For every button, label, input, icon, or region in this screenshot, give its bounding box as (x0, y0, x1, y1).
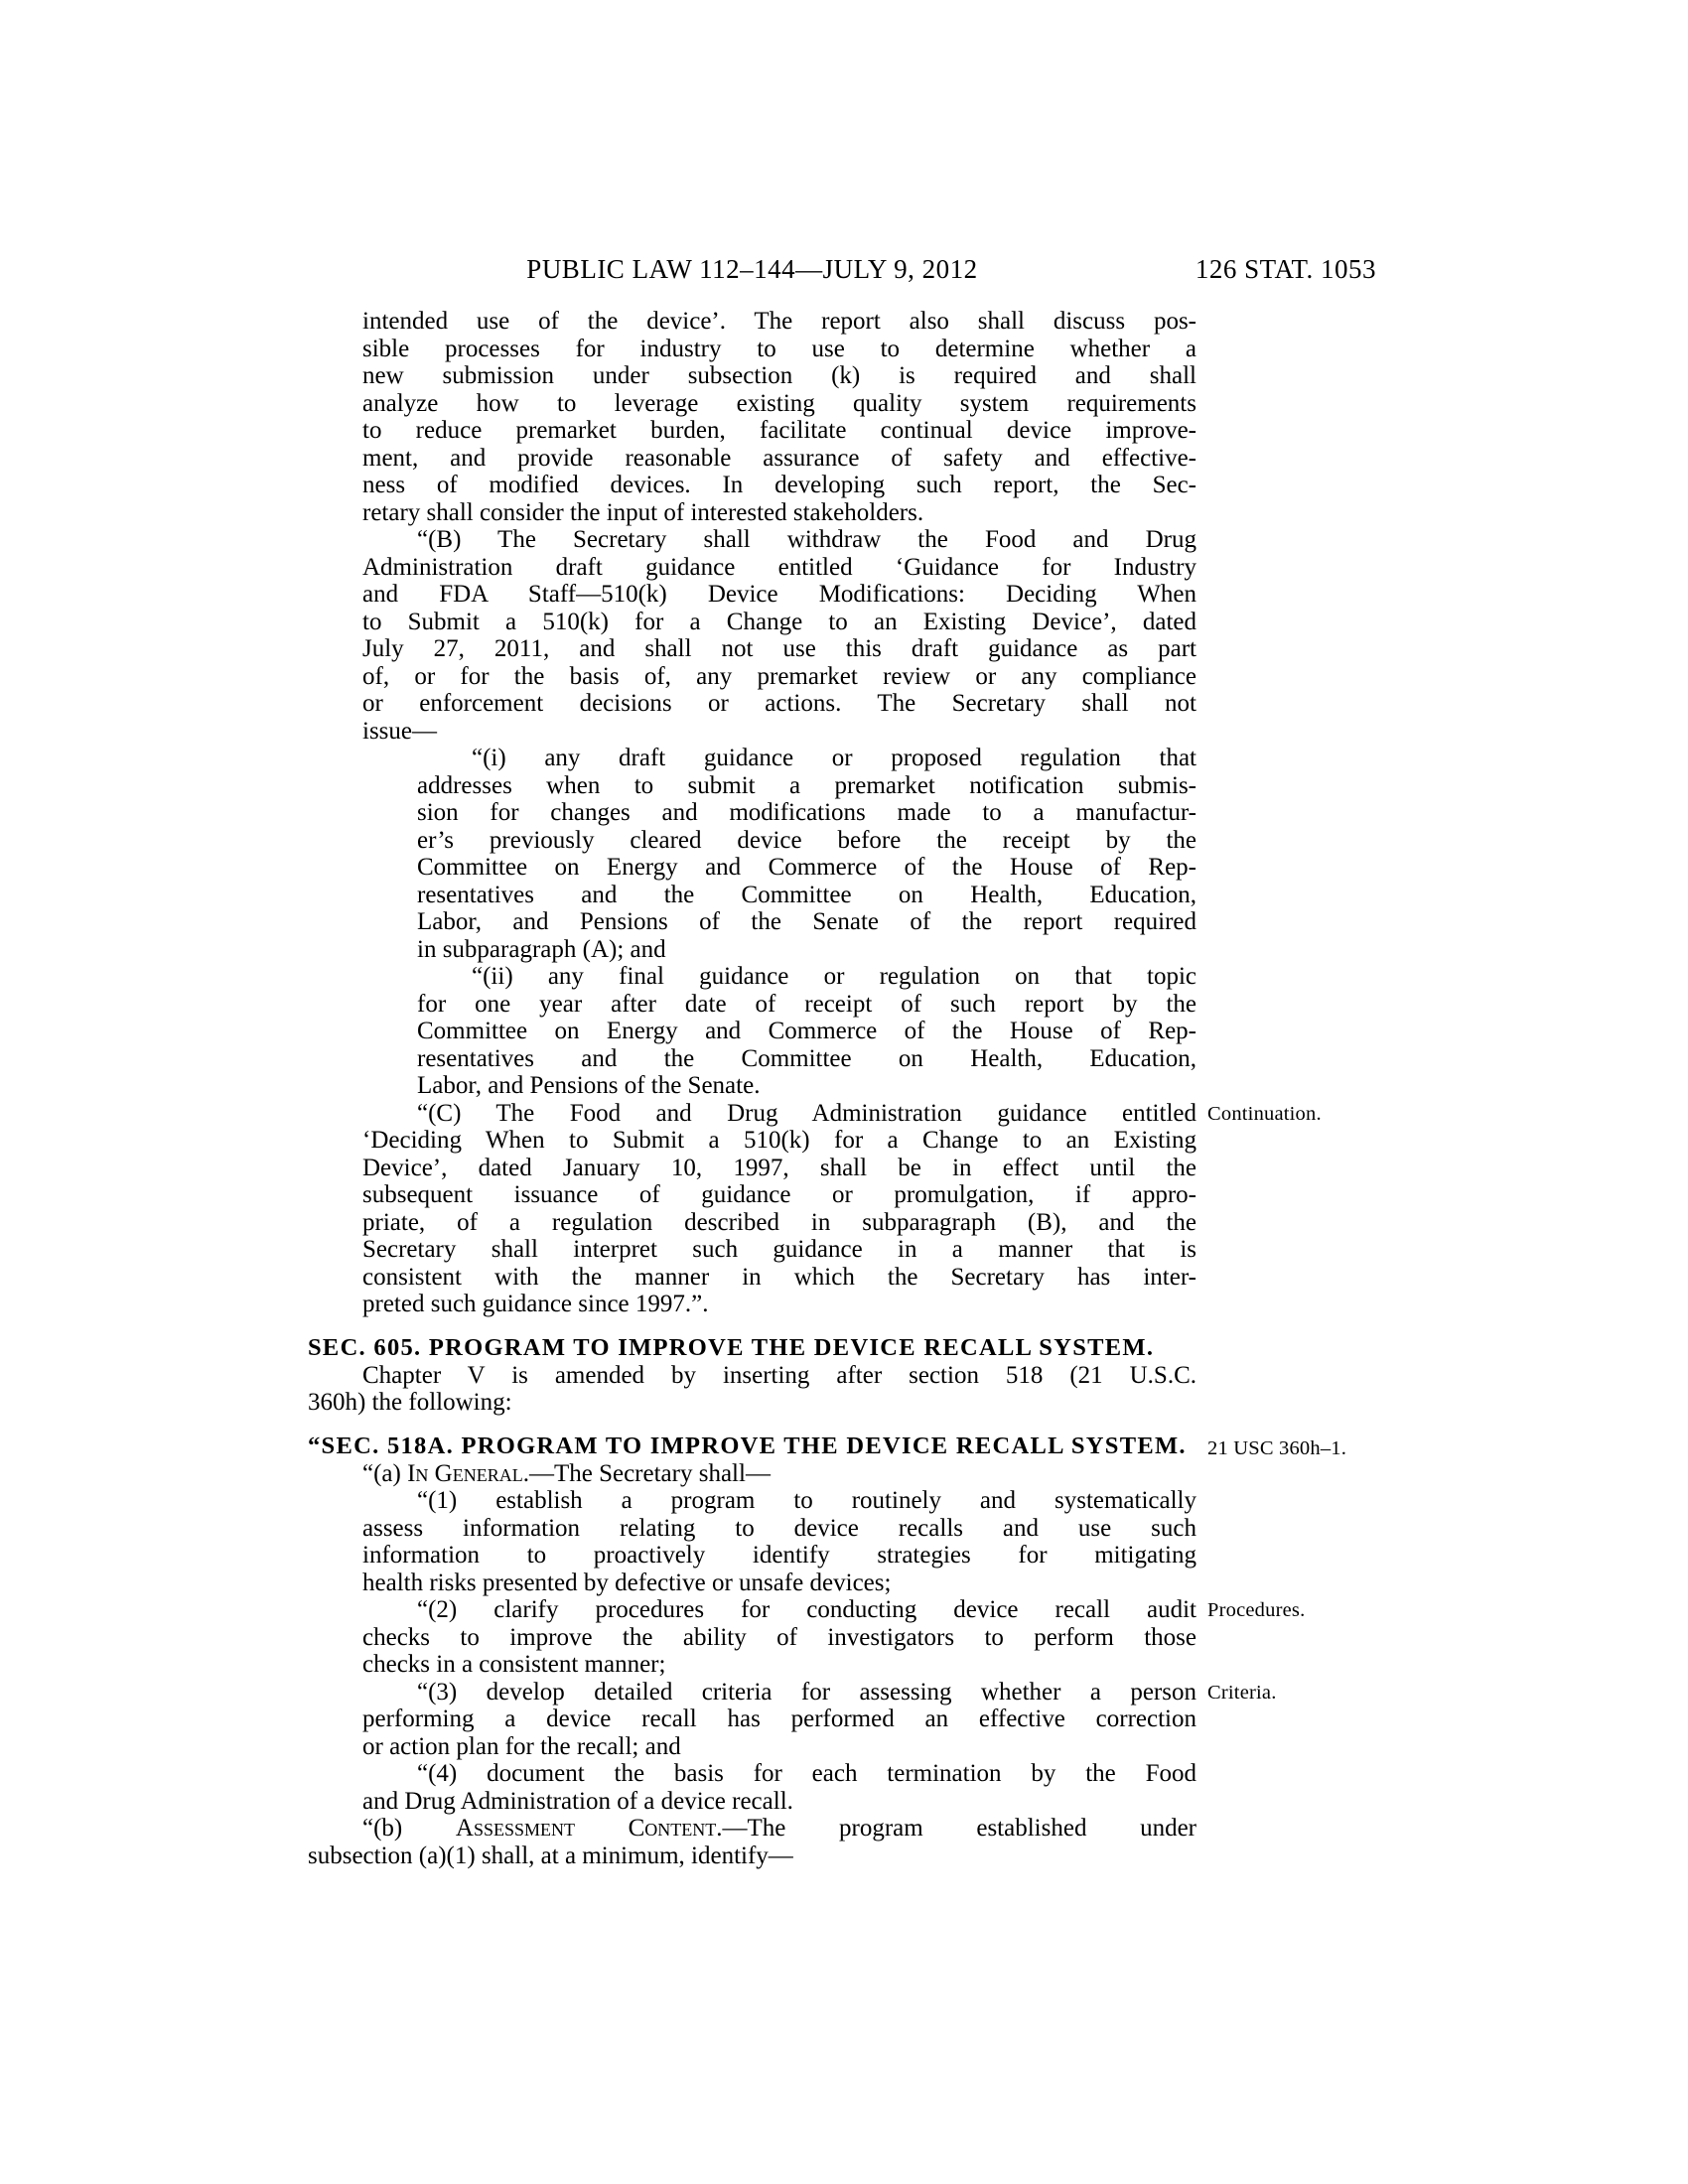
text-line (362, 1678, 1277, 1706)
text-segment: Committee on Energy and Commerce of the House of Rep- (417, 854, 1196, 881)
text-line (362, 390, 1196, 418)
text-line (417, 908, 1196, 936)
text-line (362, 1487, 1196, 1515)
content-column (308, 308, 1347, 1869)
text-line (417, 772, 1196, 800)
text-line (362, 718, 1196, 746)
text-segment: Assessment Content (455, 1815, 717, 1842)
margin-note: Criteria. (1207, 1681, 1277, 1704)
text-segment: 360h) the following: (308, 1389, 512, 1416)
text-line (362, 554, 1196, 582)
text-segment: or action plan for the recall; and (362, 1732, 681, 1760)
text-line (362, 1155, 1196, 1182)
text-line (362, 336, 1196, 363)
text-segment: ness of modified devices. In developing such report, the Sec- (362, 472, 1196, 498)
running-header-stat-number: 126 STAT. 1053 (1195, 254, 1376, 284)
text-line (362, 663, 1196, 691)
sec-518a-heading (308, 1432, 1347, 1460)
text-segment: .—The program established under (716, 1815, 1196, 1842)
text-segment: Administration draft guidance entitled ‘Guidance for Industry (362, 553, 1196, 581)
text-line (417, 991, 1196, 1019)
text-segment: resentatives and the Committee on Health, Education, (417, 881, 1196, 908)
text-line (362, 308, 1196, 336)
text-line (362, 1264, 1196, 1292)
text-segment: new submission under subsection (k) is required and shall (362, 362, 1196, 389)
text-line (362, 1127, 1196, 1155)
text-line (417, 1045, 1196, 1073)
text-segment: subsection (a)(1) shall, at a minimum, identify— (308, 1842, 793, 1869)
paragraph-1 (362, 1487, 1196, 1596)
text-line (362, 526, 1196, 554)
running-header-law-title: PUBLIC LAW 112–144—JULY 9, 2012 (526, 254, 978, 284)
text-segment: assess information relating to device recalls and use such (362, 1514, 1196, 1542)
text-segment: er’s previously cleared device before the receipt by the (417, 826, 1196, 854)
text-segment: consistent with the manner in which the Secretary has inter- (362, 1263, 1196, 1291)
text-line (308, 1389, 1196, 1417)
text-segment: addresses when to submit a premarket notification submis- (417, 771, 1196, 799)
clause-i (417, 745, 1196, 963)
text-line (417, 1018, 1196, 1045)
text-segment: ment, and provide reasonable assurance of safety and effective- (362, 444, 1196, 472)
text-segment: to Submit a 510(k) for a Change to an Existing Device’, dated (362, 608, 1196, 635)
opening-continuation-paragraph (362, 308, 1196, 526)
text-segment: “(3) develop detailed criteria for assessing whether a person (417, 1678, 1196, 1706)
text-line (362, 445, 1196, 473)
text-line (362, 1099, 1322, 1128)
heading-text: SEC. 605. PROGRAM TO IMPROVE THE DEVICE RECALL SYSTEM. (308, 1333, 1155, 1361)
margin-note: Procedures. (1207, 1599, 1306, 1621)
clause-ii (417, 963, 1196, 1100)
text-line (362, 1515, 1196, 1543)
subparagraph-C (362, 1099, 1322, 1318)
text-segment: retary shall consider the input of interested stakeholders. (362, 498, 924, 526)
text-line (362, 499, 1196, 527)
chapter-amendment-paragraph (308, 1362, 1196, 1417)
text-segment: Labor, and Pensions of the Senate. (417, 1072, 761, 1099)
text-line (362, 472, 1196, 499)
text-segment: “(4) document the basis for each termination by the Food (417, 1760, 1196, 1787)
subsection-b (308, 1815, 1196, 1869)
text-line (417, 936, 1196, 964)
text-line (362, 1651, 1196, 1679)
text-segment: health risks presented by defective or unsafe devices; (362, 1569, 892, 1596)
text-line (417, 1072, 1196, 1100)
text-segment: sible processes for industry to use to determine whether a (362, 335, 1196, 362)
text-line (417, 799, 1196, 827)
text-line (362, 1706, 1196, 1733)
text-segment: subsequent issuance of guidance or promulgation, if appro- (362, 1181, 1196, 1208)
text-line (362, 417, 1196, 445)
text-line (362, 1624, 1196, 1652)
text-segment: Committee on Energy and Commerce of the House of Rep- (417, 1018, 1196, 1044)
heading-text: “SEC. 518A. PROGRAM TO IMPROVE THE DEVICE RECALL SYSTEM. (308, 1432, 1187, 1459)
text-line (362, 581, 1196, 609)
text-segment: ‘Deciding When to Submit a 510(k) for a Change to an Existing (362, 1127, 1196, 1154)
text-line (308, 1815, 1196, 1843)
text-line (362, 1181, 1196, 1209)
text-segment: or enforcement decisions or actions. The Secretary shall not (362, 690, 1196, 717)
text-line (417, 745, 1196, 772)
text-segment: “(b) (362, 1815, 456, 1842)
text-line (362, 1570, 1196, 1597)
text-segment: in subparagraph (A); and (417, 935, 666, 963)
text-segment: checks in a consistent manner; (362, 1651, 666, 1678)
text-segment: sion for changes and modifications made to a manufactur- (417, 799, 1196, 826)
text-segment: “(C) The Food and Drug Administration guidance entitled (417, 1099, 1196, 1127)
text-segment: of, or for the basis of, any premarket review or any compliance (362, 662, 1196, 690)
text-segment: to reduce premarket burden, facilitate continual device improve- (362, 417, 1196, 444)
text-line (308, 1843, 1196, 1870)
text-line (362, 1596, 1306, 1624)
text-line (417, 882, 1196, 909)
subparagraph-B (362, 526, 1196, 745)
text-segment: preted such guidance since 1997.”. (362, 1291, 709, 1317)
text-line (308, 1362, 1196, 1390)
paragraph-2 (362, 1596, 1306, 1679)
text-line (417, 827, 1196, 855)
text-segment: “(1) establish a program to routinely and systematically (417, 1487, 1196, 1514)
text-segment: analyze how to leverage existing quality system requirements (362, 389, 1196, 417)
text-line (362, 690, 1196, 718)
text-line (362, 1209, 1196, 1237)
text-segment: .—The Secretary shall— (522, 1459, 771, 1487)
text-segment: “(ii) any final guidance or regulation on that topic (472, 963, 1196, 990)
text-segment: “(a) (362, 1459, 408, 1487)
text-line (362, 1291, 1196, 1318)
text-line (362, 1760, 1196, 1788)
text-line (417, 854, 1196, 882)
text-segment: Device’, dated January 10, 1997, shall be in effect until the (362, 1154, 1196, 1181)
text-line (362, 1542, 1196, 1570)
text-line (362, 635, 1196, 663)
text-line (308, 1460, 1196, 1488)
text-segment: In General (407, 1459, 523, 1487)
text-segment: Labor, and Pensions of the Senate of the report required (417, 908, 1196, 935)
text-line (362, 609, 1196, 636)
text-segment: for one year after date of receipt of such report by the (417, 990, 1196, 1018)
text-segment: priate, of a regulation described in subparagraph (B), and the (362, 1208, 1196, 1236)
text-line (362, 362, 1196, 390)
paragraph-4 (362, 1760, 1196, 1815)
text-segment: checks to improve the ability of investigators to perform those (362, 1623, 1196, 1651)
text-line (362, 1236, 1196, 1264)
text-segment: “(B) The Secretary shall withdraw the Food and Drug (417, 526, 1196, 553)
text-line (417, 963, 1196, 991)
text-segment: intended use of the device’. The report also shall discuss pos- (362, 308, 1196, 335)
text-line (362, 1733, 1196, 1761)
text-segment: resentatives and the Committee on Health, Education, (417, 1044, 1196, 1072)
text-segment: “(i) any draft guidance or proposed regulation that (472, 745, 1196, 771)
text-segment: information to proactively identify strategies for mitigating (362, 1542, 1196, 1569)
subsection-a (308, 1460, 1196, 1488)
text-segment: issue— (362, 717, 437, 745)
text-segment: and Drug Administration of a device recall. (362, 1787, 793, 1815)
margin-note: 21 USC 360h–1. (1207, 1436, 1347, 1459)
text-segment: performing a device recall has performed an effective correction (362, 1706, 1196, 1732)
margin-note: Continuation. (1207, 1102, 1322, 1125)
text-segment: “(2) clarify procedures for conducting device recall audit (417, 1596, 1196, 1623)
text-segment: and FDA Staff—510(k) Device Modifications: Deciding When (362, 581, 1196, 608)
sec-605-heading (308, 1334, 1196, 1362)
text-line (362, 1788, 1196, 1816)
text-segment: Secretary shall interpret such guidance in a manner that is (362, 1236, 1196, 1263)
paragraph-3 (362, 1678, 1277, 1761)
text-segment: Chapter V is amended by inserting after section 518 (21 U.S.C. (362, 1361, 1196, 1389)
text-segment: July 27, 2011, and shall not use this draft guidance as part (362, 635, 1196, 662)
